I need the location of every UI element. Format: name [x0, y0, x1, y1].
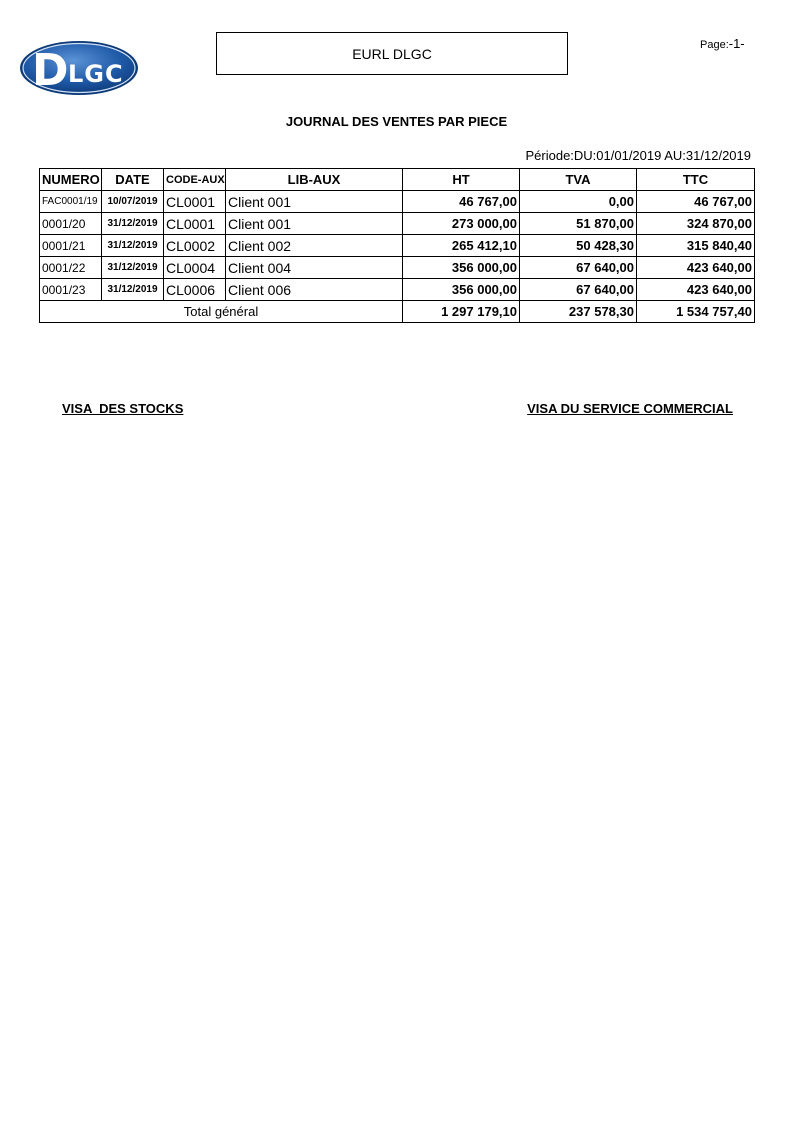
cell-lib-aux: Client 001 — [226, 213, 403, 235]
cell-code-aux: CL0004 — [164, 257, 226, 279]
logo-letter-d: D — [32, 45, 69, 96]
cell-lib-aux: Client 004 — [226, 257, 403, 279]
cell-ttc: 324 870,00 — [637, 213, 755, 235]
cell-ttc: 423 640,00 — [637, 279, 755, 301]
cell-date: 31/12/2019 — [102, 235, 164, 257]
cell-ttc: 315 840,40 — [637, 235, 755, 257]
logo-letters-lgc: LGC — [68, 60, 124, 88]
cell-tva: 0,00 — [520, 191, 637, 213]
company-name-box — [216, 32, 568, 75]
company-name: EURL DLGC — [352, 45, 432, 62]
col-header-ht: HT — [403, 169, 520, 191]
cell-tva: 51 870,00 — [520, 213, 637, 235]
table-row — [40, 213, 755, 235]
cell-numero: 0001/23 — [40, 279, 102, 301]
table-row — [40, 279, 755, 301]
total-ht: 1 297 179,10 — [403, 301, 520, 323]
cell-date: 31/12/2019 — [102, 257, 164, 279]
cell-code-aux: CL0001 — [164, 191, 226, 213]
cell-numero: 0001/20 — [40, 213, 102, 235]
cell-date: 31/12/2019 — [102, 213, 164, 235]
cell-ht: 265 412,10 — [403, 235, 520, 257]
page-indicator — [700, 36, 745, 51]
page-number: -1- — [728, 36, 745, 51]
cell-date: 31/12/2019 — [102, 279, 164, 301]
total-row — [40, 301, 755, 323]
cell-ht: 273 000,00 — [403, 213, 520, 235]
cell-lib-aux: Client 006 — [226, 279, 403, 301]
cell-lib-aux: Client 002 — [226, 235, 403, 257]
cell-ht: 46 767,00 — [403, 191, 520, 213]
col-header-ttc: TTC — [637, 169, 755, 191]
cell-tva: 67 640,00 — [520, 279, 637, 301]
table-row — [40, 257, 755, 279]
col-header-tva: TVA — [520, 169, 637, 191]
table-row — [40, 235, 755, 257]
cell-code-aux: CL0006 — [164, 279, 226, 301]
visa-stocks-label: VISA DES STOCKS — [62, 401, 184, 416]
report-title: JOURNAL DES VENTES PAR PIECE — [285, 114, 508, 129]
cell-ttc: 46 767,00 — [637, 191, 755, 213]
cell-numero: FAC0001/19 — [40, 191, 102, 213]
sales-journal-table — [39, 168, 755, 323]
cell-ht: 356 000,00 — [403, 257, 520, 279]
cell-numero: 0001/22 — [40, 257, 102, 279]
table-row — [40, 191, 755, 213]
page-label: Page: — [700, 39, 729, 51]
col-header-code-aux: CODE-AUX — [164, 169, 226, 191]
total-label: Total général — [40, 301, 403, 323]
cell-ht: 356 000,00 — [403, 279, 520, 301]
table-header-row — [40, 169, 755, 191]
total-tva: 237 578,30 — [520, 301, 637, 323]
report-period: Période:DU:01/01/2019 AU:31/12/2019 — [525, 148, 751, 163]
cell-tva: 50 428,30 — [520, 235, 637, 257]
cell-tva: 67 640,00 — [520, 257, 637, 279]
cell-numero: 0001/21 — [40, 235, 102, 257]
cell-date: 10/07/2019 — [102, 191, 164, 213]
visa-commercial-label: VISA DU SERVICE COMMERCIAL — [527, 401, 733, 416]
cell-code-aux: CL0001 — [164, 213, 226, 235]
cell-code-aux: CL0002 — [164, 235, 226, 257]
cell-lib-aux: Client 001 — [226, 191, 403, 213]
company-logo — [18, 38, 140, 98]
col-header-lib-aux: LIB-AUX — [226, 169, 403, 191]
cell-ttc: 423 640,00 — [637, 257, 755, 279]
col-header-numero: NUMERO — [40, 169, 102, 191]
col-header-date: DATE — [102, 169, 164, 191]
total-ttc: 1 534 757,40 — [637, 301, 755, 323]
